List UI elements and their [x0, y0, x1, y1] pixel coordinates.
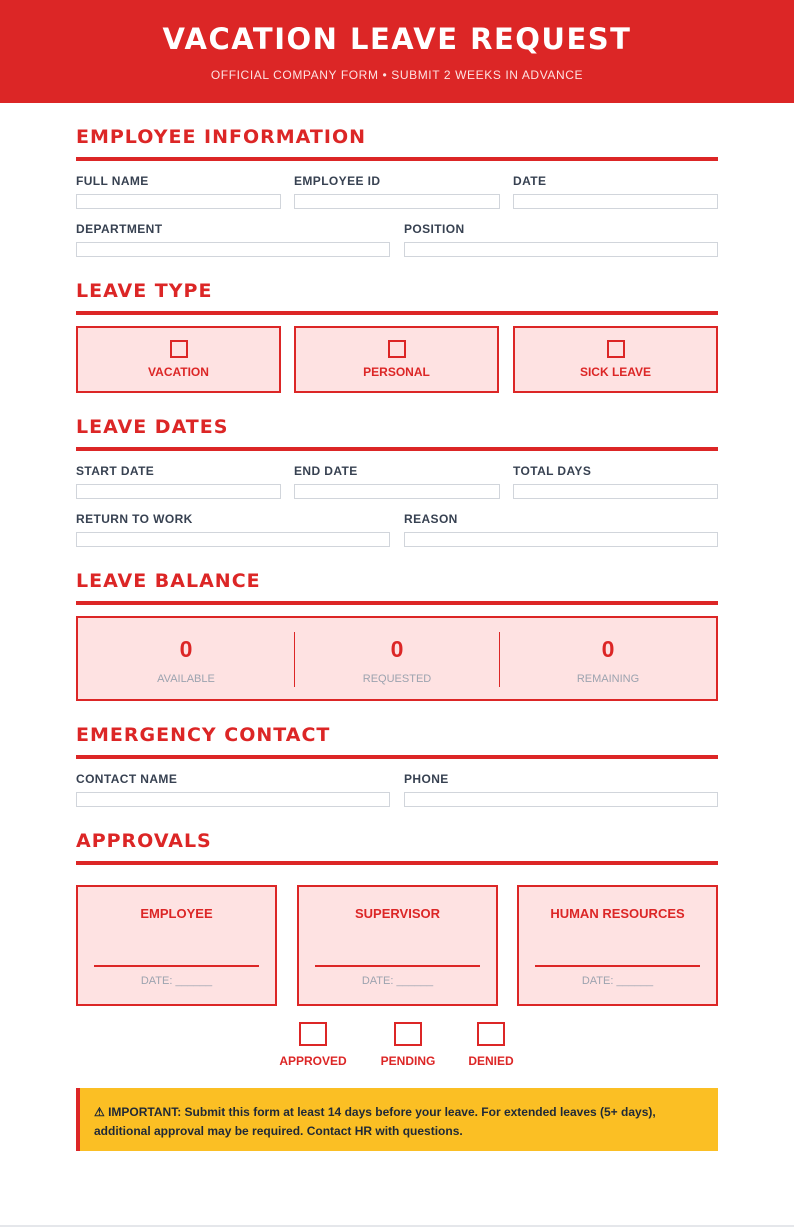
balance-requested: [295, 618, 499, 699]
signature-box-human-resources: [517, 885, 718, 1006]
important-notice: [76, 1088, 718, 1151]
section-divider: [76, 755, 718, 759]
status-label: PENDING: [380, 1054, 436, 1068]
signature-box-employee: [76, 885, 277, 1006]
end-date-label: END DATE: [294, 464, 358, 478]
balance-available: [78, 618, 294, 699]
form-header: [0, 0, 794, 103]
signature-date: DATE: ______: [361, 975, 434, 987]
section-title-employee-information: EMPLOYEE INFORMATION: [76, 126, 366, 148]
total-days-field[interactable]: [513, 484, 718, 499]
contact-name-label: CONTACT NAME: [76, 772, 178, 786]
department-field[interactable]: [76, 242, 390, 257]
section-divider: [76, 447, 718, 451]
checkbox-icon[interactable]: [170, 340, 188, 358]
signature-line[interactable]: [94, 965, 259, 967]
balance-caption: AVAILABLE: [157, 673, 215, 685]
checkbox-icon[interactable]: [394, 1022, 422, 1046]
status-label: APPROVED: [279, 1054, 347, 1068]
total-days-label: TOTAL DAYS: [513, 464, 592, 478]
return-to-work-label: RETURN TO WORK: [76, 512, 193, 526]
leave-type-option-sick-leave[interactable]: [513, 326, 718, 393]
status-denied[interactable]: [451, 1022, 531, 1068]
checkbox-icon[interactable]: [477, 1022, 505, 1046]
leave-type-label: VACATION: [148, 365, 209, 379]
section-title-approvals: APPROVALS: [76, 830, 212, 852]
position-field[interactable]: [404, 242, 718, 257]
start-date-field[interactable]: [76, 484, 281, 499]
section-divider: [76, 601, 718, 605]
balance-value: 0: [179, 636, 193, 662]
reason-field[interactable]: [404, 532, 718, 547]
balance-caption: REMAINING: [576, 673, 640, 685]
full-name-field[interactable]: [76, 194, 281, 209]
section-divider: [76, 861, 718, 865]
date-field[interactable]: [513, 194, 718, 209]
start-date-label: START DATE: [76, 464, 155, 478]
position-label: POSITION: [404, 222, 465, 236]
signature-date: DATE: ______: [140, 975, 213, 987]
leave-type-label: SICK LEAVE: [579, 365, 652, 379]
employee-id-label: EMPLOYEE ID: [294, 174, 381, 188]
balance-value: 0: [601, 636, 615, 662]
signature-role: SUPERVISOR: [354, 906, 440, 921]
section-title-leave-balance: LEAVE BALANCE: [76, 570, 261, 592]
leave-type-option-personal[interactable]: [294, 326, 499, 393]
balance-caption: REQUESTED: [362, 673, 432, 685]
form-subtitle: OFFICIAL COMPANY FORM • SUBMIT 2 WEEKS IN ADVANCE: [210, 68, 584, 82]
checkbox-icon[interactable]: [388, 340, 406, 358]
status-approved[interactable]: [273, 1022, 353, 1068]
balance-remaining: [500, 618, 716, 699]
signature-box-supervisor: [297, 885, 498, 1006]
reason-label: REASON: [404, 512, 458, 526]
section-divider: [76, 157, 718, 161]
employee-id-field[interactable]: [294, 194, 500, 209]
section-title-emergency-contact: EMERGENCY CONTACT: [76, 724, 331, 746]
signature-role: EMPLOYEE: [140, 906, 213, 921]
signature-line[interactable]: [315, 965, 480, 967]
phone-field[interactable]: [404, 792, 718, 807]
section-title-leave-type: LEAVE TYPE: [76, 280, 213, 302]
leave-type-option-vacation[interactable]: [76, 326, 281, 393]
end-date-field[interactable]: [294, 484, 500, 499]
notice-text: ⚠ IMPORTANT: Submit this form at least 14 days before your leave. For extended leaves (5+ days), additional approval may be required. Contact HR with questions.: [94, 1105, 656, 1138]
department-label: DEPARTMENT: [76, 222, 163, 236]
date-label: DATE: [513, 174, 547, 188]
checkbox-icon[interactable]: [607, 340, 625, 358]
leave-balance-panel: [76, 616, 718, 701]
checkbox-icon[interactable]: [299, 1022, 327, 1046]
section-title-leave-dates: LEAVE DATES: [76, 416, 229, 438]
phone-label: PHONE: [404, 772, 449, 786]
return-to-work-field[interactable]: [76, 532, 390, 547]
balance-value: 0: [390, 636, 404, 662]
section-divider: [76, 311, 718, 315]
full-name-label: FULL NAME: [76, 174, 149, 188]
status-pending[interactable]: [368, 1022, 448, 1068]
contact-name-field[interactable]: [76, 792, 390, 807]
form-title: VACATION LEAVE REQUEST: [162, 22, 632, 56]
signature-date: DATE: ______: [581, 975, 654, 987]
status-label: DENIED: [468, 1054, 514, 1068]
signature-line[interactable]: [535, 965, 700, 967]
leave-type-label: PERSONAL: [363, 365, 430, 379]
signature-role: HUMAN RESOURCES: [550, 906, 685, 921]
